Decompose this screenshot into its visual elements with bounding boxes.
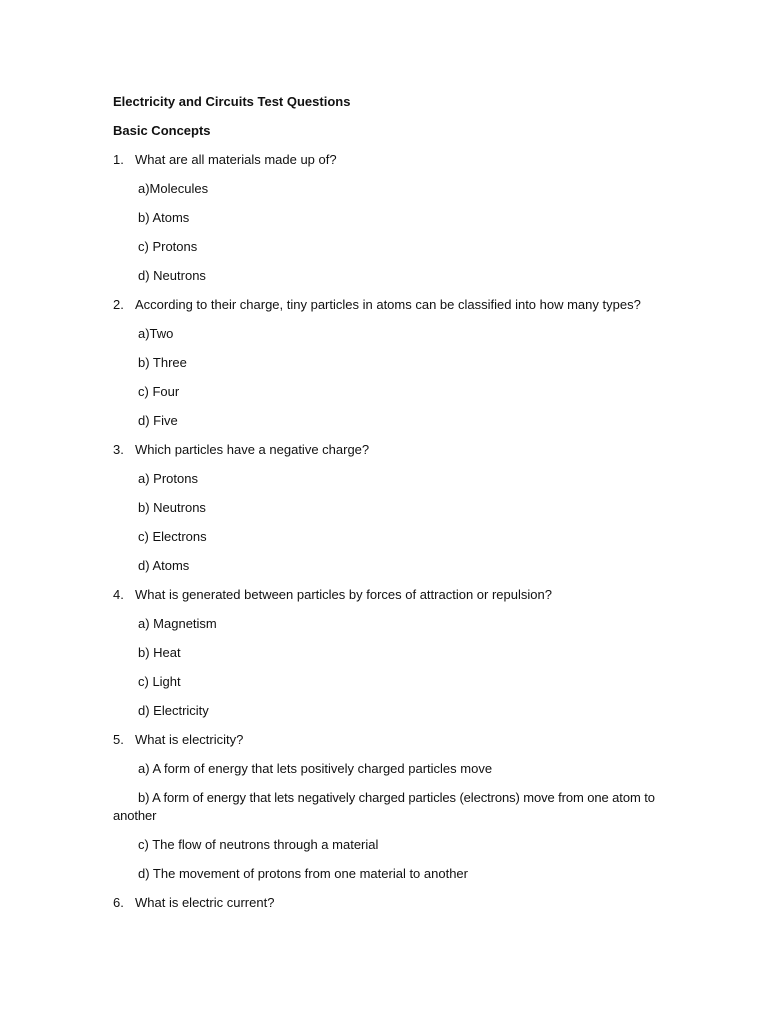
document-title: Electricity and Circuits Test Questions (113, 94, 351, 109)
question-number: 4. (113, 587, 124, 602)
question-5 (113, 731, 683, 749)
answer-option: c) The flow of neutrons through a material (138, 837, 379, 852)
question-text: What is generated between particles by forces of attraction or repulsion? (135, 587, 552, 602)
question-4 (113, 586, 683, 604)
answer-option: b) A form of energy that lets negatively charged particles (electrons) move from one atom to another (113, 790, 655, 823)
question-number: 5. (113, 732, 124, 747)
question-text: What are all materials made up of? (135, 152, 337, 167)
question-text: What is electric current? (135, 895, 275, 910)
question-6 (113, 894, 683, 912)
answer-option: d) The movement of protons from one material to another (138, 866, 468, 881)
answer-option: b) Three (138, 355, 187, 370)
answer-option: b) Neutrons (138, 500, 206, 515)
answer-option: a) Magnetism (138, 616, 217, 631)
question-number: 6. (113, 895, 124, 910)
answer-option: d) Five (138, 413, 178, 428)
answer-option: c) Protons (138, 239, 198, 254)
answer-option: c) Light (138, 674, 181, 689)
answer-option: c) Four (138, 384, 180, 399)
document-body (113, 93, 683, 923)
question-number: 3. (113, 442, 124, 457)
answer-option: a) A form of energy that lets positively charged particles move (138, 761, 493, 776)
answer-option: a) Protons (138, 471, 198, 486)
section-heading: Basic Concepts (113, 123, 211, 138)
question-number: 1. (113, 152, 124, 167)
question-1 (113, 151, 683, 169)
question-text: Which particles have a negative charge? (135, 442, 370, 457)
answer-option: a)Molecules (138, 181, 209, 196)
question-text: According to their charge, tiny particles in atoms can be classified into how many types? (135, 297, 641, 312)
answer-option: d) Neutrons (138, 268, 206, 283)
answer-option: b) Heat (138, 645, 181, 660)
question-text: What is electricity? (135, 732, 244, 747)
answer-option: d) Electricity (138, 703, 209, 718)
answer-option: d) Atoms (138, 558, 190, 573)
answer-option: c) Electrons (138, 529, 207, 544)
question-3 (113, 441, 683, 459)
answer-option: a)Two (138, 326, 174, 341)
question-2 (113, 296, 683, 314)
answer-option: b) Atoms (138, 210, 190, 225)
question-number: 2. (113, 297, 124, 312)
